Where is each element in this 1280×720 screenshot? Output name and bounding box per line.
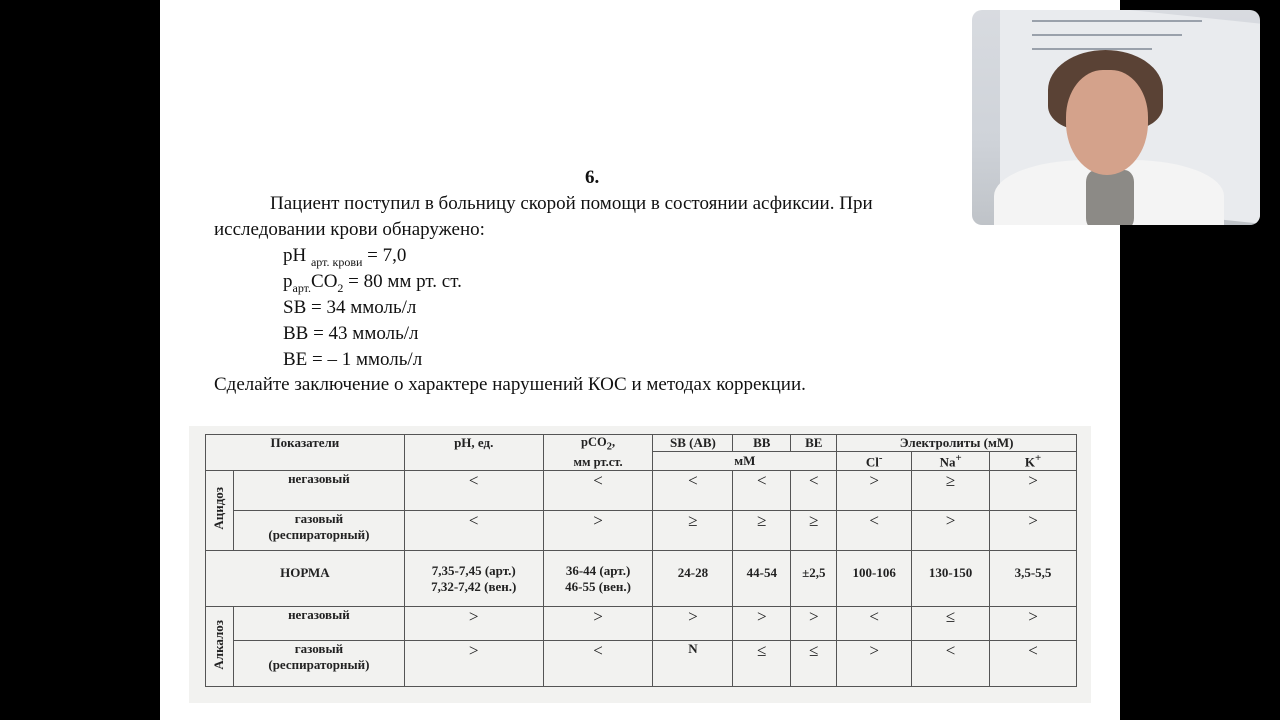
- row-label-norm: НОРМА: [206, 551, 405, 607]
- cell: >: [837, 471, 912, 511]
- cell: <: [404, 471, 543, 511]
- alkalosis-label: Алкалоз: [206, 607, 234, 687]
- header-k: K+: [990, 452, 1077, 471]
- cell: ≥: [791, 511, 837, 551]
- acid-base-reference-table: [189, 426, 1091, 703]
- header-na: Na+: [912, 452, 990, 471]
- decor-line: [1032, 34, 1182, 36]
- header-ph: pH, ед.: [404, 435, 543, 471]
- ph-value: pH $_{арт. крови}$ = 7,0: [283, 245, 407, 269]
- problem-text-line2: исследовании крови обнаружено:: [214, 219, 485, 240]
- table-row-norm: [206, 551, 1077, 607]
- cell: <: [404, 511, 543, 551]
- cell: <: [543, 641, 653, 687]
- cell: >: [990, 607, 1077, 641]
- table-row: [206, 511, 1077, 551]
- cell: >: [990, 471, 1077, 511]
- cell: >: [543, 607, 653, 641]
- cell: <: [791, 471, 837, 511]
- decor-line: [1032, 48, 1152, 50]
- cell: <: [543, 471, 653, 511]
- presenter-scarf: [1086, 170, 1134, 225]
- table-row: [206, 471, 1077, 511]
- cell: >: [404, 641, 543, 687]
- webcam-presenter-overlay: [972, 10, 1260, 225]
- cell: >: [733, 607, 791, 641]
- problem-question: Сделайте заключение о характере нарушений КОС и методах коррекции.: [214, 374, 806, 395]
- header-cl: Cl-: [837, 452, 912, 471]
- problem-number: 6.: [585, 167, 600, 188]
- be-value: BE = – 1 ммоль/л: [283, 349, 423, 370]
- norm-cl: 100-106: [837, 551, 912, 607]
- header-mm: мМ: [653, 452, 837, 471]
- cell: <: [837, 511, 912, 551]
- header-bb: BB: [733, 435, 791, 452]
- norm-sb: 24-28: [653, 551, 733, 607]
- cell: ≤: [912, 607, 990, 641]
- cell: ≤: [791, 641, 837, 687]
- row-label-nongas: негазовый: [233, 607, 404, 641]
- cell: <: [837, 607, 912, 641]
- norm-ph: 7,35-7,45 (арт.) 7,32-7,42 (вен.): [404, 551, 543, 607]
- header-electrolytes: Электролиты (мМ): [837, 435, 1077, 452]
- table-row: [206, 641, 1077, 687]
- cell: <: [653, 471, 733, 511]
- cell: >: [653, 607, 733, 641]
- presenter-face: [1066, 70, 1148, 175]
- decor-line: [1032, 20, 1202, 22]
- cell: >: [990, 511, 1077, 551]
- norm-k: 3,5-5,5: [990, 551, 1077, 607]
- norm-bb: 44-54: [733, 551, 791, 607]
- cell: <: [733, 471, 791, 511]
- acidosis-label: Ацидоз: [206, 471, 234, 551]
- cell: >: [404, 607, 543, 641]
- table-row: [206, 607, 1077, 641]
- cell: >: [791, 607, 837, 641]
- cell: ≥: [912, 471, 990, 511]
- cell: ≤: [733, 641, 791, 687]
- pco2-value: $p_{арт.}CO_2 = 80$ мм рт. ст.: [283, 271, 462, 295]
- problem-text-line1: Пациент поступил в больницу скорой помощи в состоянии асфиксии. При: [270, 193, 873, 214]
- header-sb: SB (AB): [653, 435, 733, 452]
- row-label-gas: газовый (респираторный): [233, 641, 404, 687]
- cell: >: [912, 511, 990, 551]
- cell: >: [543, 511, 653, 551]
- cell: <: [990, 641, 1077, 687]
- norm-be: ±2,5: [791, 551, 837, 607]
- norm-pco2: 36-44 (арт.) 46-55 (вен.): [543, 551, 653, 607]
- row-label-gas: газовый (респираторный): [233, 511, 404, 551]
- cell: <: [912, 641, 990, 687]
- header-be: BE: [791, 435, 837, 452]
- row-label-nongas: негазовый: [233, 471, 404, 511]
- bb-value: BB = 43 ммоль/л: [283, 323, 419, 344]
- cell: >: [837, 641, 912, 687]
- cell: ≥: [653, 511, 733, 551]
- norm-na: 130-150: [912, 551, 990, 607]
- cell: ≥: [733, 511, 791, 551]
- header-pco2: pCO$_2$, мм рт.ст.: [543, 435, 653, 471]
- header-indicators: Показатели: [206, 435, 405, 471]
- cell: N: [653, 641, 733, 687]
- sb-value: SB = 34 ммоль/л: [283, 297, 417, 318]
